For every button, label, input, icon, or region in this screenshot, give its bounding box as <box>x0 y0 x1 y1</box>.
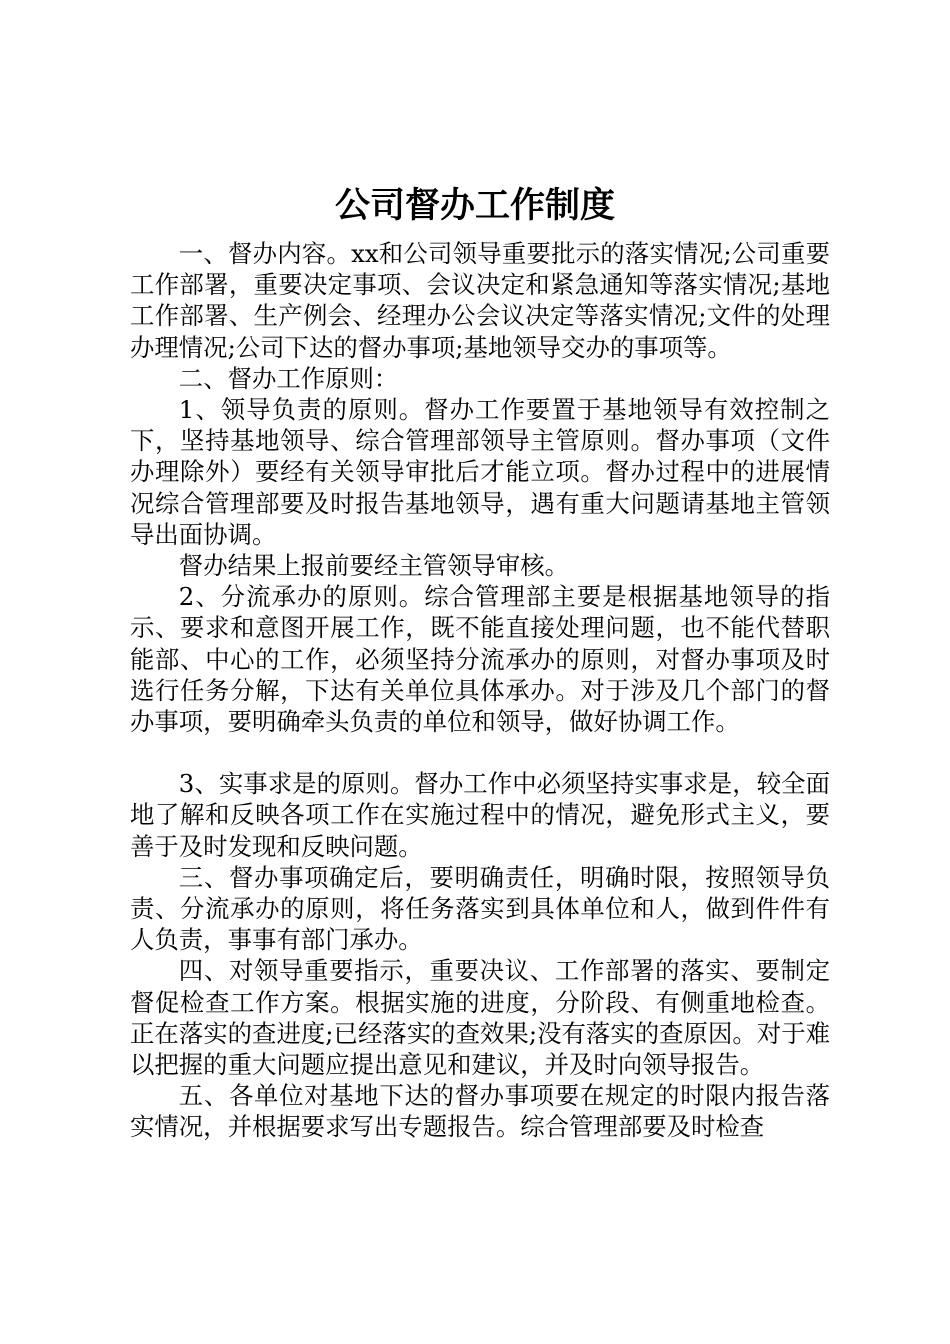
paragraph-section-four: 四、对领导重要指示，重要决议、工作部署的落实、要制定督促检查工作方案。根据实施的进度，分阶段、有侧重地检查。正在落实的查进度;已经落实的查效果;没有落实的查原因。对于难以把握的重大问题应提出意见和建议，并及时向领导报告。 <box>130 956 830 1080</box>
paragraph-result-review: 督办结果上报前要经主管领导审核。 <box>178 551 570 581</box>
paragraph-principle-truth: 3、实事求是的原则。督办工作中必须坚持实事求是，较全面地了解和反映各项工作在实施过程中的情况，避免形式主义，要善于及时发现和反映问题。 <box>130 769 830 861</box>
paragraph-principles-heading: 二、督办工作原则： <box>178 363 399 393</box>
paragraph-principle-leadership: 1、领导负责的原则。督办工作要置于基地领导有效控制之下，坚持基地领导、综合管理部领导主管原则。督办事项（文件办理除外）要经有关领导审批后才能立项。督办过程中的进展情况综合管理部要及时报告基地领导，遇有重大问题请基地主管领导出面协调。 <box>130 395 830 549</box>
paragraph-supervision-content: 一、督办内容。xx和公司领导重要批示的落实情况;公司重要工作部署，重要决定事项、会议决定和紧急通知等落实情况;基地工作部署、生产例会、经理办公会议决定等落实情况;文件的处理办理情况;公司下达的督办事项;基地领导交办的事项等。 <box>130 239 830 362</box>
paragraph-section-five: 五、各单位对基地下达的督办事项要在规定的时限内报告落实情况，并根据要求写出专题报告。综合管理部要及时检查 <box>130 1081 830 1142</box>
document-title: 公司督办工作制度 <box>334 186 615 226</box>
document-body <box>130 238 830 1143</box>
paragraph-section-three: 三、督办事项确定后，要明确责任，明确时限，按照领导负责、分流承办的原则，将任务落实到具体单位和人，做到件件有人负责，事事有部门承办。 <box>130 862 830 955</box>
paragraph-principle-distribution: 2、分流承办的原则。综合管理部主要是根据基地领导的指示、要求和意图开展工作，既不能直接处理问题，也不能代替职能部、中心的工作，必须坚持分流承办的原则，对督办事项及时选行任务分解，下达有关单位具体承办。对于涉及几个部门的督办事项，要明确牵头负责的单位和领导，做好协调工作。 <box>130 582 830 737</box>
